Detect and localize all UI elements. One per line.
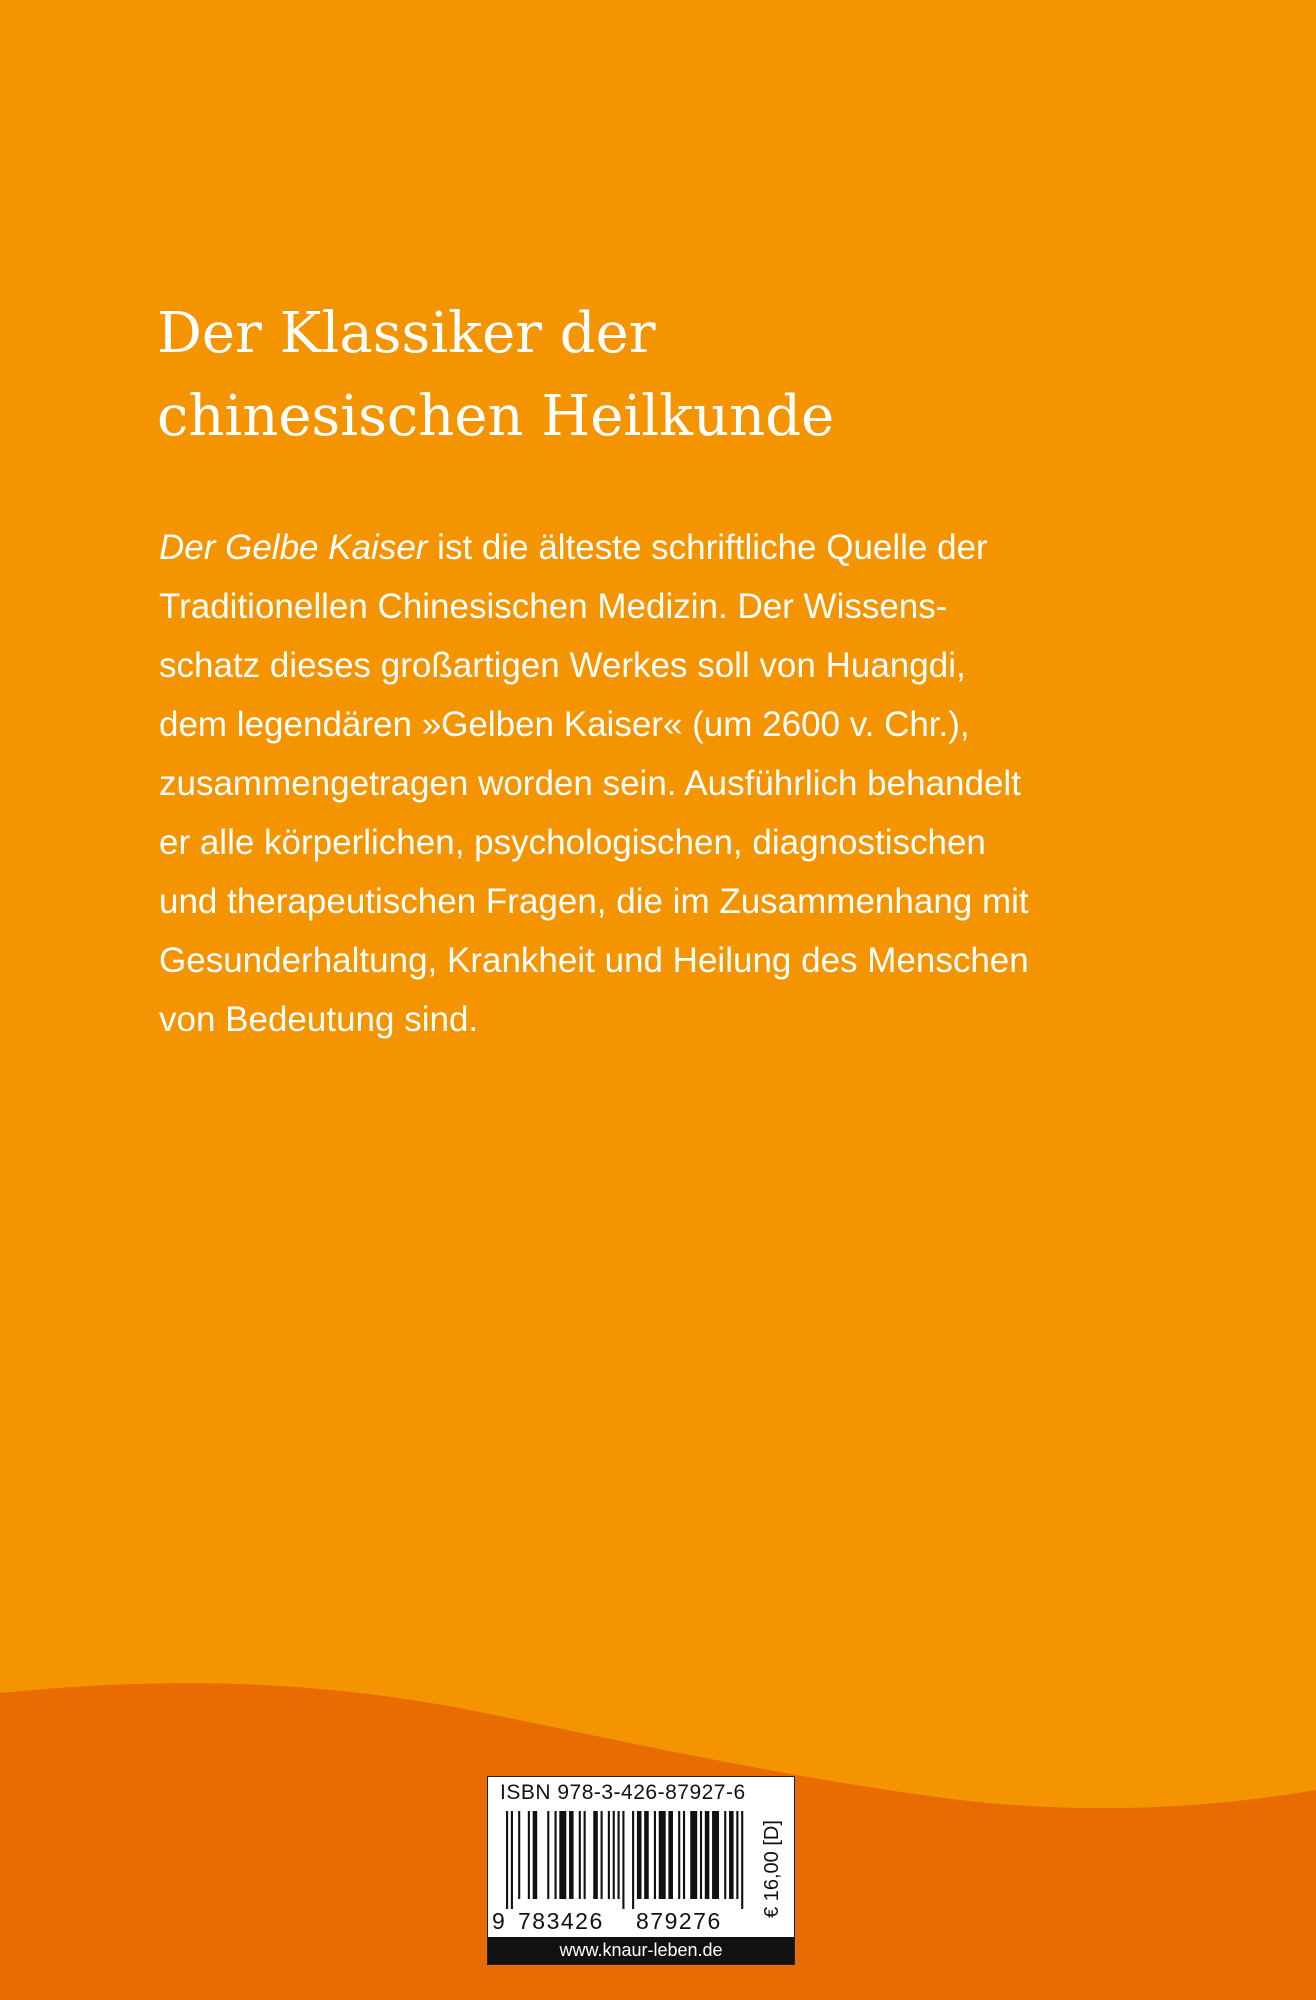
barcode-digit-first: 9 (492, 1908, 507, 1934)
barcode-bar (659, 1811, 666, 1899)
barcode-bar (724, 1811, 726, 1899)
barcode-bar (579, 1811, 581, 1899)
book-description (159, 518, 1159, 1049)
barcode-bar (584, 1811, 586, 1899)
blurb-line-1 (159, 518, 1159, 577)
blurb-line-3: schatz dieses großartigen Werkes soll von Huangdi, (159, 646, 966, 685)
barcode-bar (559, 1811, 566, 1899)
barcode-graphic (506, 1811, 746, 1909)
barcode-bar (608, 1811, 610, 1899)
isbn-barcode-box (487, 1776, 795, 1965)
barcode-bar (654, 1811, 656, 1899)
barcode-bar (705, 1811, 710, 1899)
barcode-bar (729, 1811, 734, 1899)
barcode-digits-left: 783426 (518, 1908, 604, 1934)
barcode-bar (736, 1811, 738, 1899)
barcode-bar (712, 1811, 719, 1899)
blurb-line-1-text: ist die älteste schriftliche Quelle der (427, 528, 988, 567)
book-title-italic: Der Gelbe Kaiser (159, 528, 428, 567)
barcode-bar (613, 1811, 615, 1899)
barcode-bar (533, 1811, 538, 1899)
barcode-bar (547, 1811, 549, 1899)
barcode-bar (554, 1811, 556, 1899)
barcode-bar (741, 1811, 743, 1909)
blurb-line-4: dem legendären »Gelben Kaiser« (um 2600 v. Chr.), (159, 705, 970, 744)
barcode-bar (700, 1811, 702, 1899)
barcode-bar (690, 1811, 697, 1899)
publisher-website: www.knaur-leben.de (488, 1937, 794, 1964)
barcode-digits-right: 879276 (636, 1908, 722, 1934)
blurb-line-6: er alle körperlichen, psychologischen, diagnostischen (159, 823, 986, 862)
barcode-bar (601, 1811, 603, 1899)
barcode-bar (569, 1811, 574, 1899)
price-label: € 16,00 [D] (761, 1820, 783, 1918)
barcode-bar (637, 1811, 642, 1899)
barcode-bar (683, 1811, 685, 1899)
barcode-bar (678, 1811, 680, 1899)
barcode-bar (622, 1811, 624, 1909)
blurb-line-8: Gesunderhaltung, Krankheit und Heilung des Menschen (159, 941, 1029, 980)
headline-line-1: Der Klassiker der (157, 301, 656, 366)
blurb-line-5: zusammengetragen worden sein. Ausführlich behandelt (159, 764, 1021, 803)
barcode-bar (511, 1811, 513, 1909)
barcode-bar (632, 1811, 634, 1909)
barcode-bar (644, 1811, 649, 1899)
blurb-line-9: von Bedeutung sind. (159, 1000, 479, 1039)
headline-line-2: chinesischen Heilkunde (157, 384, 835, 449)
isbn-label: ISBN 978-3-426-87927-6 (500, 1781, 746, 1804)
barcode-bar (506, 1811, 508, 1909)
barcode-bar (593, 1811, 598, 1899)
barcode-bar (528, 1811, 530, 1899)
barcode-digits (488, 1908, 758, 1934)
barcode-bar (668, 1811, 673, 1899)
blurb-line-2: Traditionellen Chinesischen Medizin. Der Wissens- (159, 587, 948, 626)
blurb-line-7: und therapeutischen Fragen, die im Zusammenhang mit (159, 882, 1029, 921)
barcode-bar (518, 1811, 520, 1899)
cover-headline (157, 292, 1157, 458)
barcode-bar (618, 1811, 620, 1899)
